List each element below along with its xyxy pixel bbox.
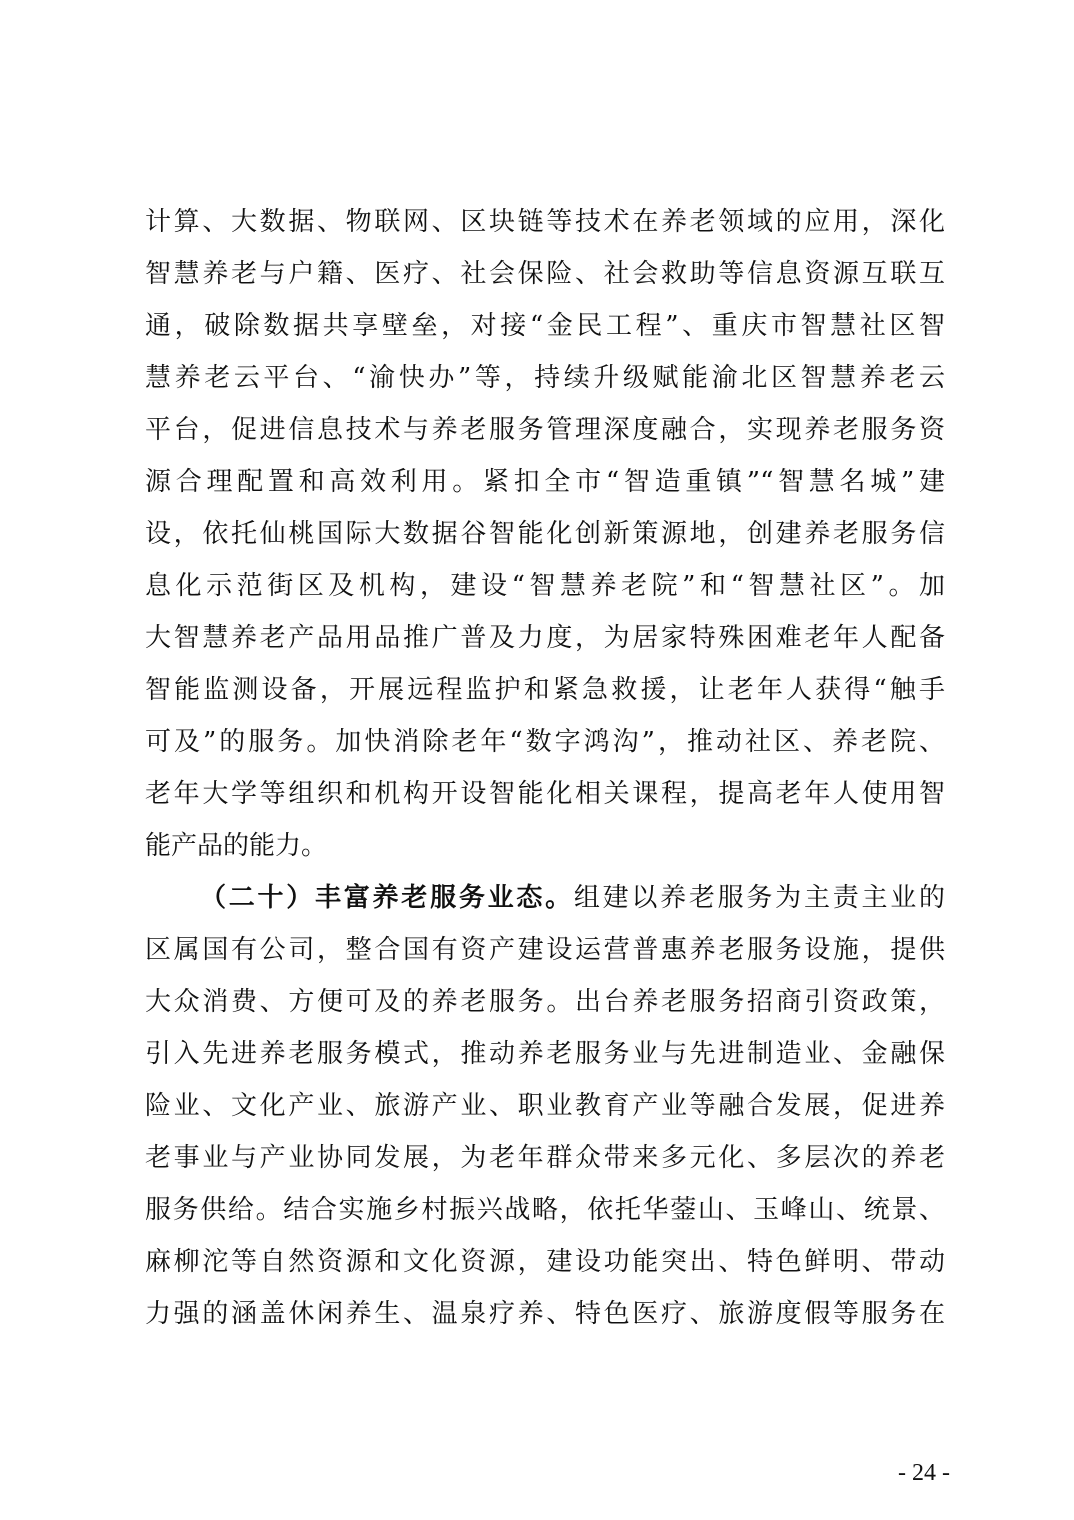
text-line: 设，依托仙桃国际大数据谷智能化创新策源地，创建养老服务信	[145, 519, 945, 549]
text-line: 服务供给。结合实施乡村振兴战略，依托华蓥山、玉峰山、统景、	[145, 1195, 945, 1225]
text-line: 大智慧养老产品用品推广普及力度，为居家特殊困难老年人配备	[145, 623, 945, 653]
text-line: 引入先进养老服务模式，推动养老服务业与先进制造业、金融保	[145, 1039, 945, 1069]
text-line: 智能监测设备，开展远程监护和紧急救援，让老年人获得“触手	[145, 675, 945, 705]
page-number: - 24 -	[898, 1460, 950, 1486]
text-line: 力强的涵盖休闲养生、温泉疗养、特色医疗、旅游度假等服务在	[145, 1299, 945, 1329]
paragraph-smart-elderly-care	[145, 196, 945, 872]
text-line: 智慧养老与户籍、医疗、社会保险、社会救助等信息资源互联互	[145, 259, 945, 289]
paragraph-elderly-service-formats	[145, 872, 945, 1340]
text-line: 息化示范街区及机构，建设“智慧养老院”和“智慧社区”。加	[145, 571, 945, 601]
text-line: 老年大学等组织和机构开设智能化相关课程，提高老年人使用智	[145, 779, 945, 809]
text-line: 慧养老云平台、“渝快办”等，持续升级赋能渝北区智慧养老云	[145, 363, 945, 393]
text-line: 源合理配置和高效利用。紧扣全市“智造重镇”“智慧名城”建	[145, 467, 945, 497]
text-line: 区属国有公司，整合国有资产建设运营普惠养老服务设施，提供	[145, 935, 945, 965]
section-heading: （二十）丰富养老服务业态。	[200, 883, 574, 913]
text-line: 平台，促进信息技术与养老服务管理深度融合，实现养老服务资	[145, 415, 945, 445]
text-line: 老事业与产业协同发展，为老年群众带来多元化、多层次的养老	[145, 1143, 945, 1173]
text-line: 计算、大数据、物联网、区块链等技术在养老领域的应用，深化	[145, 207, 945, 237]
text-line: 麻柳沱等自然资源和文化资源，建设功能突出、特色鲜明、带动	[145, 1247, 945, 1277]
paragraph-first-line	[145, 872, 945, 924]
text-line: 大众消费、方便可及的养老服务。出台养老服务招商引资政策，	[145, 987, 945, 1017]
text-line: 能产品的能力。	[145, 831, 328, 861]
text-line: 通，破除数据共享壁垒，对接“金民工程”、重庆市智慧社区智	[145, 311, 945, 341]
body-text	[145, 196, 945, 1340]
heading-line-text: 组建以养老服务为主责主业的	[573, 883, 945, 913]
text-line: 可及”的服务。加快消除老年“数字鸿沟”，推动社区、养老院、	[145, 727, 945, 757]
text-line: 险业、文化产业、旅游产业、职业教育产业等融合发展，促进养	[145, 1091, 945, 1121]
